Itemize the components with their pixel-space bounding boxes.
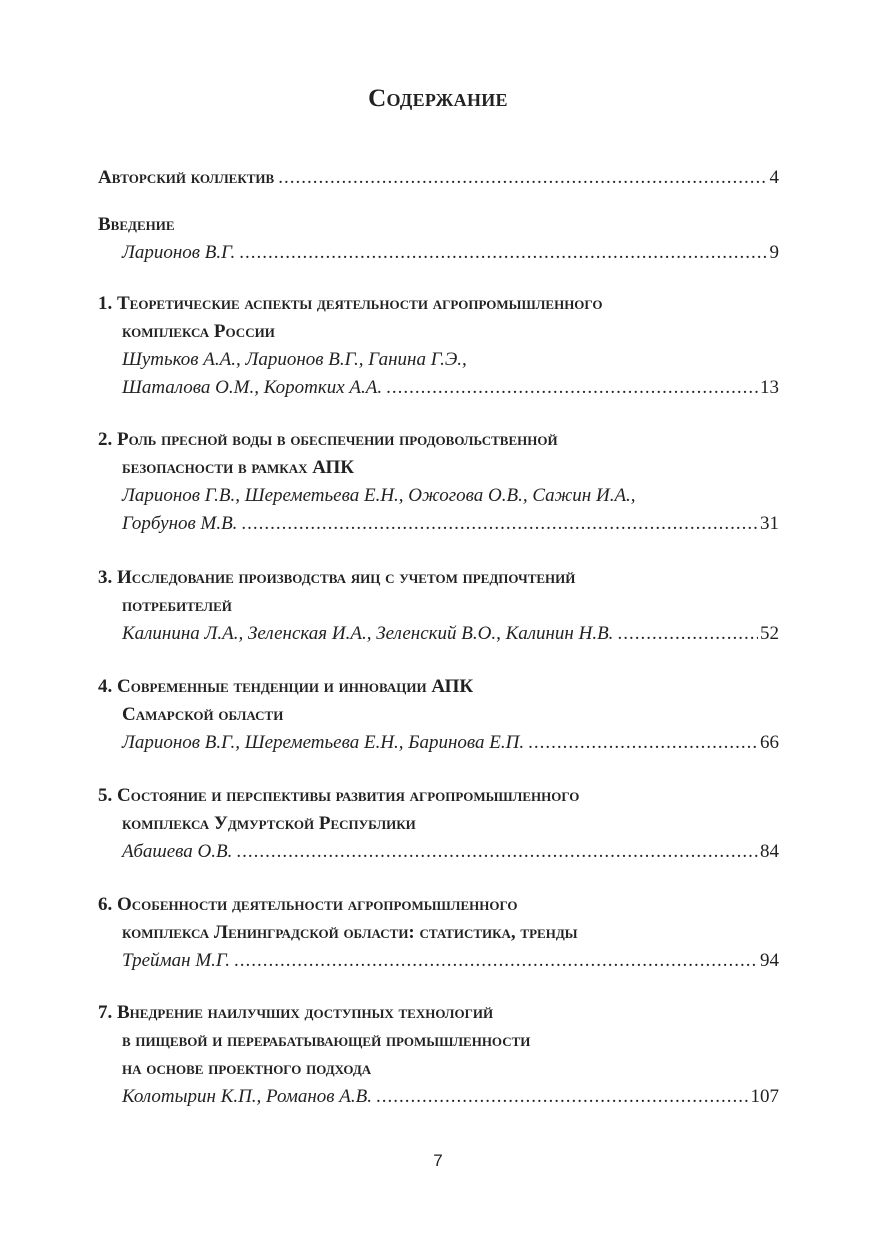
toc-heading-line: Введение bbox=[98, 214, 175, 235]
toc-page-number: 31 bbox=[760, 513, 779, 534]
toc-author-line: Ларионов Г.В., Шереметьева Е.Н., Ожогова О.В., Сажин И.А., bbox=[122, 485, 636, 506]
toc-entry[interactable] bbox=[98, 999, 779, 1111]
toc-entry[interactable] bbox=[98, 673, 779, 757]
toc-entry[interactable] bbox=[98, 211, 779, 267]
toc-author-line bbox=[98, 729, 779, 757]
toc-author-text: Трейман М.Г. bbox=[122, 950, 231, 971]
dot-leader bbox=[235, 239, 767, 267]
toc-heading-line: Самарской области bbox=[122, 704, 284, 725]
toc-entry[interactable] bbox=[98, 164, 779, 192]
toc-entry[interactable] bbox=[98, 426, 779, 538]
toc-heading-line: 5. Состояние и перспективы развития агропромышленного bbox=[98, 785, 580, 806]
toc-heading-text: Авторский коллектив bbox=[98, 167, 275, 188]
toc-author-line bbox=[98, 838, 779, 866]
dot-leader bbox=[613, 620, 758, 648]
toc-author-text: Шаталова О.М., Коротких А.А. bbox=[122, 377, 383, 398]
toc-heading-line: безопасности в рамках АПК bbox=[122, 457, 355, 478]
toc-page-number: 4 bbox=[769, 167, 779, 188]
toc-page-number: 52 bbox=[760, 623, 779, 644]
toc-heading-line: комплекса Удмуртской Республики bbox=[122, 813, 416, 834]
toc-heading-line: в пищевой и перерабатывающей промышленности bbox=[122, 1030, 531, 1051]
toc-author-text: Ларионов В.Г. bbox=[122, 242, 236, 263]
toc-author-text: Колотырин К.П., Романов А.В. bbox=[122, 1086, 372, 1107]
toc-page-number: 9 bbox=[769, 242, 779, 263]
dot-leader bbox=[372, 1083, 749, 1111]
toc-page-number: 94 bbox=[760, 950, 779, 971]
toc-author-line bbox=[98, 1083, 779, 1111]
toc-author-text: Калинина Л.А., Зеленская И.А., Зеленский В.О., Калинин Н.В. bbox=[122, 623, 614, 644]
toc-page-number: 66 bbox=[760, 732, 779, 753]
toc-page-number: 13 bbox=[760, 377, 779, 398]
toc-heading-line: 4. Современные тенденции и инновации АПК bbox=[98, 676, 474, 697]
toc-heading-line: 2. Роль пресной воды в обеспечении продовольственной bbox=[98, 429, 558, 450]
toc-entry[interactable] bbox=[98, 290, 779, 402]
toc-heading-line: комплекса Ленинградской области: статистика, тренды bbox=[122, 922, 578, 943]
toc-heading-line: 6. Особенности деятельности агропромышленного bbox=[98, 894, 518, 915]
toc-author-line bbox=[98, 947, 779, 975]
dot-leader bbox=[232, 838, 758, 866]
toc-entry[interactable] bbox=[98, 891, 779, 975]
toc-heading-line: 3. Исследование производства яиц с учетом предпочтений bbox=[98, 567, 576, 588]
dot-leader bbox=[274, 164, 767, 192]
toc-entry[interactable] bbox=[98, 564, 779, 648]
toc-heading-line bbox=[98, 164, 779, 192]
toc-author-text: Горбунов М.В. bbox=[122, 513, 238, 534]
toc-page-number: 107 bbox=[750, 1086, 779, 1107]
toc-heading-line: на основе проектного подхода bbox=[122, 1058, 372, 1079]
page-title: Содержание bbox=[368, 85, 508, 112]
toc-author-text: Абашева О.В. bbox=[122, 841, 233, 862]
toc-author-line bbox=[98, 510, 779, 538]
toc-author-line: Шутьков А.А., Ларионов В.Г., Ганина Г.Э., bbox=[122, 349, 467, 370]
toc-author-line bbox=[98, 239, 779, 267]
dot-leader bbox=[382, 374, 758, 402]
toc-heading-line: 7. Внедрение наилучших доступных технологий bbox=[98, 1002, 494, 1023]
toc-heading-line: 1. Теоретические аспекты деятельности агропромышленного bbox=[98, 293, 603, 314]
dot-leader bbox=[524, 729, 758, 757]
dot-leader bbox=[237, 510, 758, 538]
toc-page-number: 84 bbox=[760, 841, 779, 862]
page-footer-number: 7 bbox=[433, 1151, 443, 1170]
dot-leader bbox=[230, 947, 758, 975]
toc-author-text: Ларионов В.Г., Шереметьева Е.Н., Баринова Е.П. bbox=[122, 732, 525, 753]
toc-author-line bbox=[98, 374, 779, 402]
toc-author-line bbox=[98, 620, 779, 648]
toc-entry[interactable] bbox=[98, 782, 779, 866]
toc-heading-line: потребителей bbox=[122, 595, 232, 616]
toc-heading-line: комплекса России bbox=[122, 321, 275, 342]
